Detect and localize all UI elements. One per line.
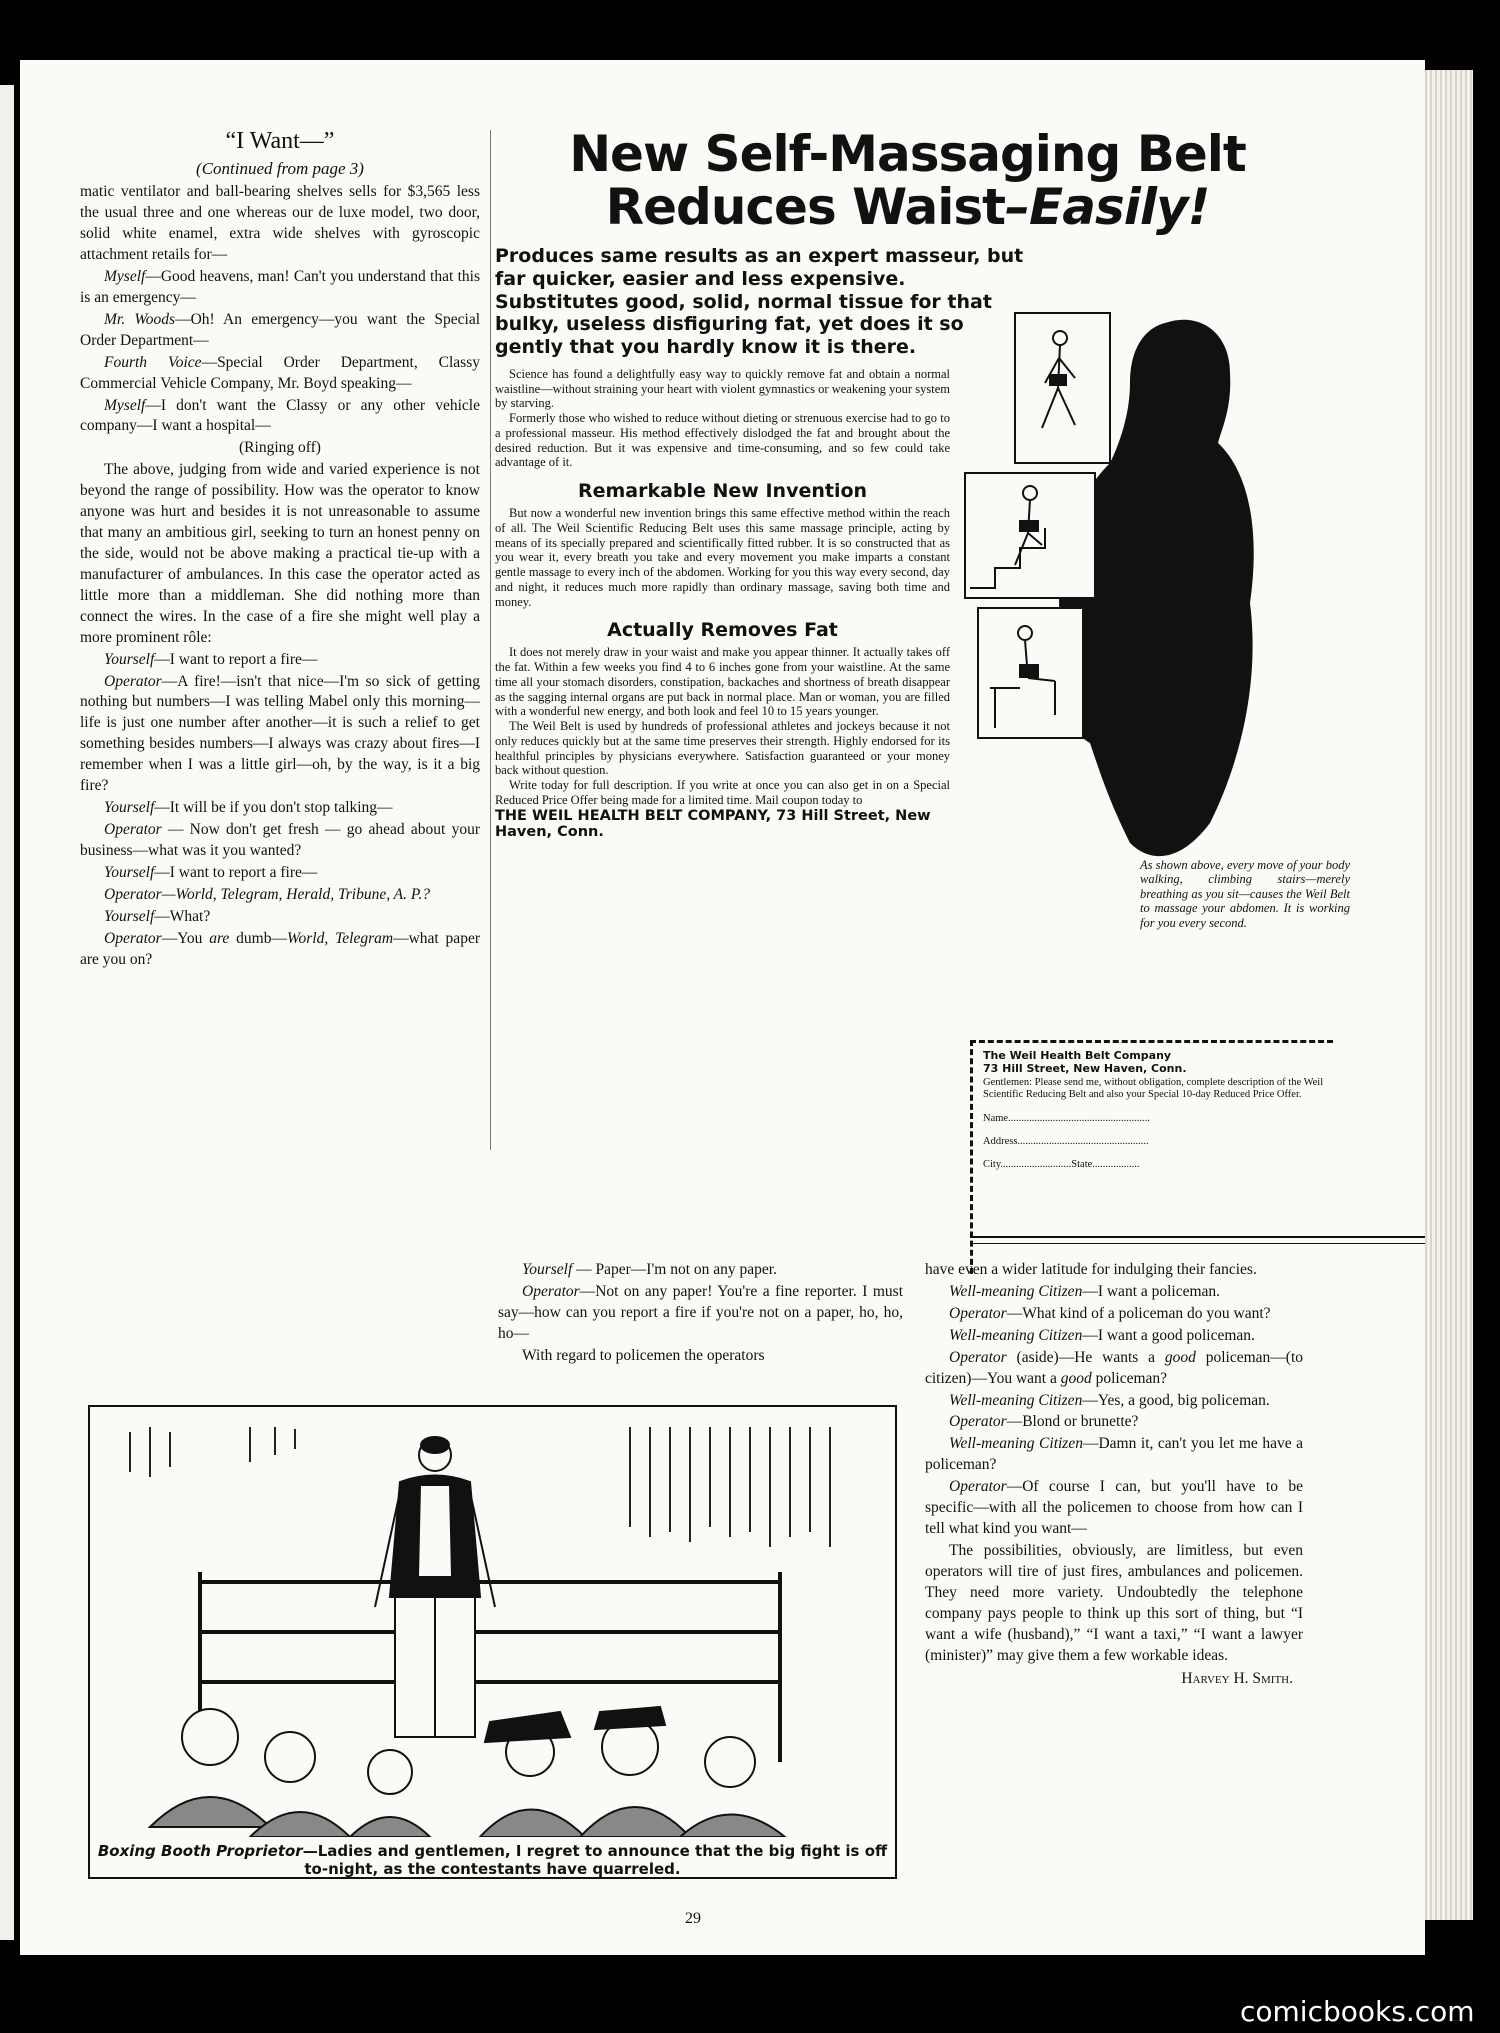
speaker: Operator: [104, 929, 162, 947]
ad-bottom-rule: [970, 1236, 1425, 1244]
dialogue-line: [925, 1412, 1303, 1433]
story-right-column: [925, 1260, 1303, 1690]
speaker: Well-meaning Citizen: [949, 1282, 1083, 1300]
ad-body: [495, 367, 950, 470]
dialogue-text: —Damn it, can't you let me have a policeman?: [925, 1435, 1303, 1474]
ad-body: [495, 506, 950, 609]
ad-lead-paragraph: Produces same results as an expert masseur, but far quicker, easier and less expensive. Substitutes good, solid, normal tissue for that bulky, useless disfiguring fat, yet does it so gently that you hardly know it is there.: [495, 245, 1024, 359]
dialogue-line: [80, 310, 480, 352]
speaker: Myself: [104, 396, 146, 414]
dialogue-line: [498, 1260, 903, 1281]
dialogue-text: policeman—(to citizen)—You want a: [925, 1348, 1303, 1387]
dialogue-line: [80, 650, 480, 671]
dialogue-text: —Good heavens, man! Can't you understand that this is an emergency—: [80, 268, 480, 306]
ad-subheading: Actually Removes Fat: [607, 619, 838, 642]
speaker: Operator: [522, 1282, 580, 1300]
ad-paragraph: But now a wonderful new invention brings this same effective method within the reach of all. The Weil Scientific Reducing Belt uses this same massage principle, acting by means of its specially prepared and scientifically fitted rubber. It is so constructed that as you wear it, every breath you take and every movement you make imparts a constant gentle massage to every inch of the abdomen. Working for you this way every second, day and night, it reduces much more rapidly than ordinary massage, saving both time and money.: [495, 506, 950, 609]
ad-paragraph: The Weil Belt is used by hundreds of professional athletes and jockeys because it not only reduces quickly but at the same time preserves their strength. Highly endorsed for its healthful principles by physicians everywhere. Satisfaction guaranteed or your money back without question.: [495, 719, 950, 778]
left-page-edge: [0, 85, 14, 1940]
column-divider: [490, 130, 491, 1150]
dialogue-line: [925, 1477, 1303, 1540]
coupon-address-field[interactable]: Address..................................................: [983, 1136, 1149, 1148]
stage-direction: (Ringing off): [239, 439, 321, 457]
dialogue-text: (aside)—He wants a: [1006, 1348, 1165, 1366]
dialogue-line: [80, 396, 480, 438]
ad-headline-text: Reduces Waist: [605, 177, 1006, 236]
dialogue-line: [80, 672, 480, 798]
walking-panel: [1015, 313, 1110, 463]
ad-company-address: THE WEIL HEALTH BELT COMPANY, 73 Hill Street, New Haven, Conn.: [495, 807, 931, 841]
dialogue-text: —I don't want the Classy or any other vehicle company—I want a hospital—: [80, 396, 480, 435]
dialogue-line: [80, 885, 480, 906]
dialogue-line: [925, 1348, 1303, 1390]
speaker: Operator: [949, 1304, 1007, 1322]
speaker: Mr. Woods: [104, 310, 176, 328]
boxing-cartoon: [88, 1405, 897, 1879]
speaker: Operator: [104, 885, 162, 903]
caption-speaker: Boxing Booth Proprietor: [97, 1842, 303, 1860]
ad-subheading: Remarkable New Invention: [577, 480, 868, 503]
dialogue-line: [925, 1434, 1303, 1476]
site-watermark: comicbooks.com: [1240, 1995, 1475, 2028]
speaker: Yourself: [104, 650, 155, 668]
dialogue-line: [925, 1304, 1303, 1325]
dialogue-text: —what paper are you on?: [80, 929, 480, 968]
coupon-name-field[interactable]: Name......................................................: [983, 1113, 1150, 1125]
dialogue-line: [80, 353, 480, 395]
author-signature: Harvey H. Smith.: [1181, 1669, 1293, 1687]
page-stack-edge: [1425, 70, 1473, 1920]
story-title: “I Want—”: [225, 128, 335, 154]
ad-headline-emphasis: –Easily!: [1005, 177, 1210, 236]
dialogue-text: —I want a policeman.: [1082, 1282, 1221, 1300]
story-middle-column: [498, 1260, 903, 1368]
magazine-page: [20, 60, 1425, 1955]
dialogue-text: —What?: [154, 907, 211, 925]
crowd-bodies: [150, 1797, 785, 1837]
cartoon-drawing: [90, 1407, 895, 1837]
emphasis: World, Telegram: [287, 929, 394, 947]
ad-paragraph: It does not merely draw in your waist and make you appear thinner. It actually takes off the fat. Within a few weeks you find 4 to 6 inches gone from your waistline. At the same time all your stomach disorders, constipation, backaches and shortness of breath disappear as the sagging internal organs are put back in normal place. Man or woman, you are filled with a wonderful new energy, and both look and feel 10 to 15 years younger.: [495, 645, 950, 719]
speaker: Operator: [949, 1413, 1007, 1431]
story-paragraph: With regard to policemen the operators: [522, 1346, 765, 1364]
speaker: Operator: [104, 820, 162, 838]
dialogue-text: —It will be if you don't stop talking—: [154, 799, 393, 817]
emphasis: good: [1164, 1348, 1196, 1366]
ad-paragraph: Formerly those who wished to reduce without dieting or strenuous exercise had to go to a professional masseur. His method effectively dislodged the fat and brought about the desired reduction. But it was expensive and time-consuming, and so few could take advantage of it.: [495, 411, 950, 470]
ad-headline-line: New Self-Massaging Belt: [569, 125, 1246, 183]
dialogue-text: —Not on any paper! You're a fine reporter. I must say—how can you report a fire if you're not on a paper, ho, ho, ho—: [498, 1282, 903, 1342]
announcer-figure: [375, 1437, 495, 1737]
coupon-request-text: Gentlemen: Please send me, without obligation, complete description of the Weil Scientific Reducing Belt and also your Special 10-day Reduced Price Offer.: [983, 1077, 1324, 1101]
dialogue-line: [80, 267, 480, 309]
dialogue-text: — Now don't get fresh — go ahead about your business—what was it you wanted?: [80, 820, 480, 859]
dialogue-text: dumb—: [229, 929, 287, 947]
dialogue-text: —You: [161, 929, 210, 947]
speaker: Fourth Voice: [104, 353, 202, 371]
speaker: Yourself: [104, 799, 155, 817]
speaker: Well-meaning Citizen: [949, 1326, 1083, 1344]
story-paragraph: The possibilities, obviously, are limitless, but even operators will tire of just fires, ambulances and policemen. They need more variety. Undoubtedly the telephone company pays people to think up this sort of thing, but “I want a wife (husband),” “I want a taxi,” “I want a lawyer (minister)” may give them a few workable ideas.: [925, 1541, 1303, 1664]
dialogue-line: [80, 929, 480, 971]
ad-paragraph: Science has found a delightfully easy way to quickly remove fat and obtain a normal waistline—without straining your heart with violent gymnastics or weakening your system by starving.: [495, 366, 950, 411]
speaker: Operator: [949, 1478, 1007, 1496]
crowd-hatching: [130, 1427, 830, 1547]
dialogue-text: —What kind of a policeman do you want?: [1006, 1304, 1271, 1322]
emphasis: are: [209, 929, 230, 947]
story-paragraph: matic ventilator and ball-bearing shelves sells for $3,565 less the usual three and one whereas our de luxe model, two door, solid white enamel, extra wide shelves with gyroscopic attachment retails for—: [80, 183, 480, 264]
dialogue-text: —I want a good policeman.: [1082, 1326, 1255, 1344]
coupon-city-state-field[interactable]: City...........................State..................: [983, 1159, 1140, 1171]
speaker: Operator: [949, 1348, 1007, 1366]
dialogue-line: [80, 798, 480, 819]
dialogue-text: — Paper—I'm not on any paper.: [572, 1261, 777, 1278]
speaker: Yourself: [104, 863, 155, 881]
caption-text: —Ladies and gentlemen, I regret to announce that the big fight is off to-night, as the contestants have quarreled.: [302, 1842, 888, 1878]
cartoon-caption: [90, 1842, 895, 1878]
dialogue-text: —I want to report a fire—: [154, 863, 318, 881]
dialogue-line: [925, 1282, 1303, 1303]
dialogue-line: [925, 1391, 1303, 1412]
speaker: Well-meaning Citizen: [949, 1391, 1083, 1409]
dialogue-line: [498, 1282, 903, 1345]
story-continued-note: (Continued from page 3): [196, 159, 364, 179]
coupon-address: 73 Hill Street, New Haven, Conn.: [983, 1062, 1187, 1075]
dialogue-text: —Oh! An emergency—you want the Special Order Department—: [80, 310, 480, 349]
speaker: Yourself: [522, 1261, 573, 1278]
coupon-company: The Weil Health Belt Company: [983, 1049, 1172, 1062]
belt-illustration: [960, 303, 1290, 873]
dialogue-text: —Special Order Department, Classy Commercial Vehicle Company, Mr. Boyd speaking—: [80, 353, 480, 392]
ad-body: [495, 645, 950, 807]
dialogue-text: —I want to report a fire—: [154, 650, 318, 668]
speaker: Well-meaning Citizen: [949, 1435, 1083, 1453]
speaker: Myself: [104, 268, 146, 286]
ad-headline: [495, 125, 1320, 236]
ad-headline-line: [495, 177, 1320, 236]
speaker: Yourself: [104, 907, 155, 925]
ad-paragraph: Write today for full description. If you write at once you can also get in on a Special Reduced Price Offer being made for a limited time. Mail coupon today to: [495, 778, 950, 807]
story-left-column: [80, 125, 480, 971]
dialogue-text: —Of course I can, but you'll have to be specific—with all the policemen to choose from how can I tell what kind you want—: [925, 1478, 1303, 1538]
dialogue-text: —World, Telegram, Herald, Tribune, A. P.?: [161, 885, 430, 903]
dialogue-text: policeman?: [1091, 1369, 1168, 1387]
belt-advertisement: [495, 125, 1350, 1228]
dialogue-text: —Yes, a good, big policeman.: [1082, 1391, 1270, 1409]
page-number: 29: [685, 1910, 701, 1927]
emphasis: good: [1060, 1369, 1092, 1387]
dialogue-line: [80, 820, 480, 862]
story-paragraph: have even a wider latitude for indulging their fancies.: [925, 1261, 1257, 1278]
dialogue-line: [925, 1326, 1303, 1347]
story-paragraph: The above, judging from wide and varied experience is not beyond the range of possibility. How was the operator to know anyone was hurt and besides it is not unreasonable to assume that many an ambitious girl, seeking to turn an honest penny on the side, would not be above making a practical tie-up with a manufacturer of ambulances. In this case the operator acted as little more than a middleman. She did nothing more than connect the wires. In the case of a fire she might well play a more prominent rôle:: [80, 461, 480, 646]
illustration-caption: As shown above, every move of your body walking, climbing stairs—merely breathing as you sit—causes the Weil Belt to massage your abdomen. It is working for you every second.: [1140, 858, 1350, 930]
dialogue-line: [80, 863, 480, 884]
dialogue-line: [80, 907, 480, 928]
dialogue-text: —A fire!—isn't that nice—I'm so sick of getting nothing but numbers—I was telling Mabel only this morning—life is just one number after another—it is such a relief to get something besides numbers—I always was crazy about fires—I remember when I was a little girl—oh, by the way, is it a big fire?: [80, 672, 480, 795]
speaker: Operator: [104, 672, 162, 690]
dialogue-text: —Blond or brunette?: [1006, 1413, 1139, 1431]
